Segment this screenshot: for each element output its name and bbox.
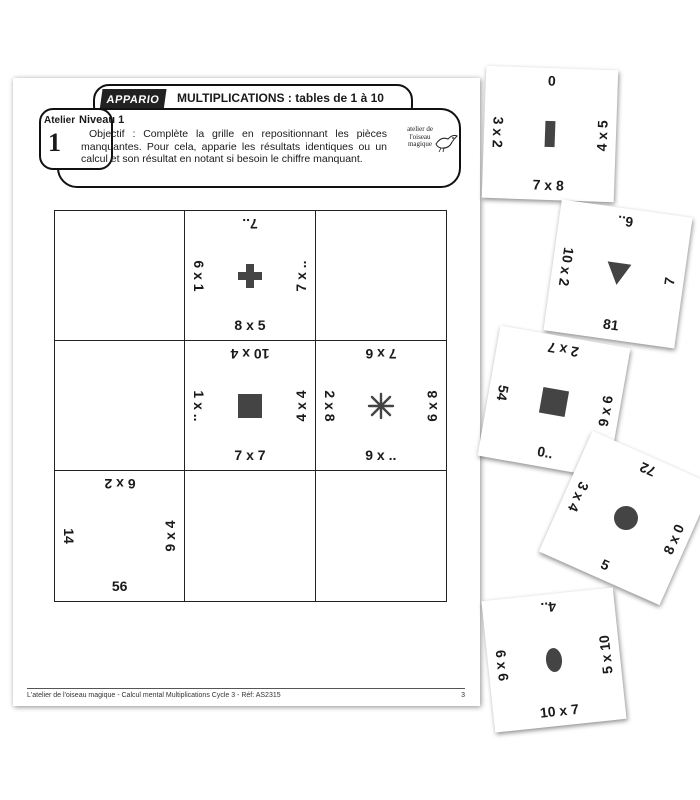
appario-logo: APPARIO (99, 89, 166, 111)
piece-bottom-label: 8 x 5 (234, 317, 266, 333)
triangle-icon (602, 259, 633, 289)
grid-piece-square[interactable] (185, 341, 315, 471)
piece-bottom-label: 9 x .. (365, 447, 397, 463)
piece-left-label: 14 (61, 528, 77, 544)
piece-top-label: 6.. (616, 212, 635, 231)
piece-bottom-label: 7 x 7 (234, 447, 266, 463)
piece-top-label: 6 x 2 (104, 476, 136, 492)
grid-cell-empty[interactable] (55, 341, 185, 471)
piece-left-label: 6 x 6 (492, 649, 512, 682)
piece-right-label: 7 (661, 276, 678, 287)
piece-top-label: 10 x 4 (230, 346, 270, 362)
piece-right-label: 5 x 10 (595, 634, 616, 675)
loose-piece-ellipse[interactable] (481, 587, 626, 732)
objective-text: Objectif : Complète la grille en repositionnant les pièces manquantes. Pour cela, apparie les résultats identiques ou un calcul et son résultat en notant si besoin le chiffre manquant. (81, 128, 387, 165)
grid-piece-asterisk[interactable] (316, 341, 446, 471)
piece-right-label: 4 x 4 (292, 389, 309, 422)
crescent-icon (108, 523, 132, 549)
grid-cell-empty[interactable] (185, 471, 315, 601)
piece-top-label: 7 x 6 (365, 346, 397, 362)
grid-piece-crescent[interactable] (55, 471, 185, 601)
piece-left-label: 3 x 4 (564, 479, 593, 515)
piece-right-label: 6 x 8 (423, 389, 440, 422)
atelier-label: Atelier (44, 115, 76, 126)
piece-right-label: 4 x 5 (593, 119, 611, 152)
brand-text: atelier de l'oiseau magique (407, 125, 433, 148)
piece-left-label: 2 x 8 (321, 389, 338, 422)
piece-bottom-label: 7 x 8 (532, 176, 565, 194)
piece-left-label: 3 x 2 (489, 116, 507, 149)
page-title: MULTIPLICATIONS : tables de 1 à 10 (177, 91, 384, 105)
page-number: 3 (461, 692, 465, 699)
piece-top-label: 2 x 7 (546, 339, 580, 361)
piece-bottom-label: 5 (598, 555, 613, 574)
loose-piece-bar[interactable] (482, 66, 619, 203)
piece-top-label: 4.. (539, 598, 558, 617)
piece-right-label: 7 x .. (292, 259, 309, 292)
circle-icon (609, 501, 643, 535)
bar-icon (544, 120, 557, 148)
bird-icon (433, 130, 459, 154)
square-icon (237, 393, 263, 419)
level-label: Niveau 1 (79, 114, 125, 126)
piece-left-label: 6 x 1 (191, 259, 208, 292)
square-icon (538, 386, 570, 418)
piece-left-label: 1 x .. (191, 389, 208, 422)
piece-left-label: 10 x 2 (555, 246, 578, 288)
page-footer (27, 688, 465, 699)
grid-piece-cross[interactable] (185, 211, 315, 341)
piece-bottom-label: 81 (602, 315, 620, 334)
piece-bottom-label: 0.. (536, 442, 555, 462)
footer-text: L'atelier de l'oiseau magique - Calcul mental Multiplications Cycle 3 - Réf: AS2315 (27, 692, 281, 699)
piece-top-label: 72 (637, 459, 658, 481)
cross-icon (237, 263, 263, 289)
puzzle-grid (54, 210, 447, 602)
atelier-number: 1 (48, 128, 61, 157)
loose-piece-triangle[interactable] (543, 199, 692, 348)
piece-right-label: 8 x 0 (659, 521, 688, 557)
piece-bottom-label: 56 (111, 578, 128, 594)
ellipse-icon (544, 646, 565, 674)
piece-left-label: 54 (493, 383, 513, 403)
piece-top-label: 7.. (242, 216, 258, 232)
piece-right-label: 9 x 4 (162, 520, 179, 552)
grid-cell-empty[interactable] (316, 211, 446, 341)
grid-cell-empty[interactable] (55, 211, 185, 341)
piece-bottom-label: 10 x 7 (539, 700, 580, 721)
asterisk-icon (367, 392, 395, 420)
piece-right-label: 9 x 6 (594, 394, 616, 428)
piece-top-label: 0 (547, 72, 557, 90)
grid-cell-empty[interactable] (316, 471, 446, 601)
worksheet (13, 78, 480, 706)
